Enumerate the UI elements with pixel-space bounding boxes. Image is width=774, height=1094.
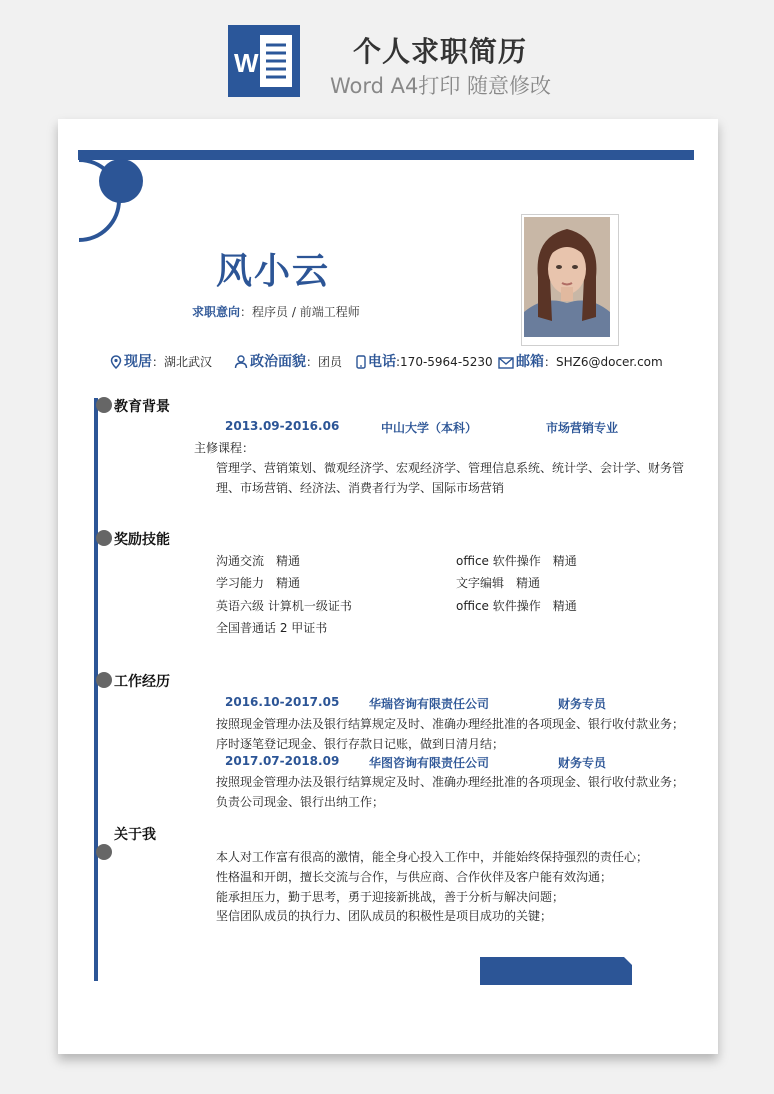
skill-item: 英语六级 计算机一级证书 — [216, 599, 352, 613]
phone-icon — [356, 355, 366, 369]
politics-label: 政治面貌 — [250, 354, 306, 370]
candidate-name: 风小云 — [216, 251, 331, 292]
job-company: 华瑞咨询有限责任公司 — [369, 697, 490, 711]
courses-line-2: 理、市场营销、经济法、消费者行为学、国际市场营销 — [216, 481, 505, 495]
about-line: 坚信团队成员的执行力、团队成员的积极性是项目成功的关键； — [216, 909, 553, 923]
about-line: 性格温和开朗，擅长交流与合作，与供应商、合作伙伴及客户能有效沟通； — [216, 870, 613, 884]
email-label: 邮箱 — [516, 354, 544, 370]
page-subtitle: Word A4打印 随意修改 — [329, 74, 552, 98]
job-position: 财务专员 — [558, 697, 607, 711]
info-phone — [356, 351, 493, 371]
job-period: 2016.10-2017.05 — [225, 695, 340, 709]
skills-title: 奖励技能 — [114, 532, 170, 548]
word-icon-letter: W — [234, 48, 259, 78]
courses-line-1: 管理学、营销策划、微观经济学、宏观经济学、管理信息系统、统计学、会计学、财务管 — [216, 461, 685, 475]
profile-photo — [521, 214, 619, 346]
about-line: 本人对工作富有很高的激情，能全身心投入工作中，并能始终保持强烈的责任心； — [216, 850, 649, 864]
person-icon — [234, 355, 248, 369]
word-icon — [228, 25, 300, 97]
corner-decoration — [58, 119, 158, 259]
education-period: 2013.09-2016.06 — [225, 419, 340, 433]
work-dot — [96, 672, 112, 688]
location-value: ：湖北武汉 — [152, 355, 213, 369]
phone-label: 电话 — [368, 354, 396, 370]
bottom-decoration-bar — [480, 957, 632, 985]
about-dot — [96, 844, 112, 860]
skills-dot — [96, 530, 112, 546]
skill-item: office 软件操作 精通 — [456, 599, 577, 613]
about-line: 能承担压力，勤于思考，勇于迎接新挑战，善于分析与解决问题； — [216, 890, 565, 904]
work-title: 工作经历 — [114, 674, 170, 690]
courses-label: 主修课程： — [194, 441, 255, 455]
info-location — [110, 351, 212, 371]
skill-item: 学习能力 精通 — [216, 576, 301, 590]
resume-page — [58, 119, 718, 1054]
skill-item: 文字编辑 精通 — [456, 576, 541, 590]
job-position: 财务专员 — [558, 756, 607, 770]
info-email — [498, 351, 663, 371]
skill-item: 全国普通话 2 甲证书 — [216, 621, 328, 635]
education-title: 教育背景 — [114, 399, 170, 415]
job-duty: 按照现金管理办法及银行结算规定及时、准确办理经批准的各项现金、银行收付款业务； — [216, 717, 685, 731]
about-title: 关于我 — [114, 827, 156, 843]
education-school: 中山大学（本科） — [381, 421, 478, 435]
job-company: 华图咨询有限责任公司 — [369, 756, 490, 770]
email-value: ：SHZ6@docer.com — [544, 355, 663, 369]
info-politics — [234, 351, 342, 371]
job-intent — [192, 303, 360, 320]
job-duty: 负责公司现金、银行出纳工作； — [216, 795, 385, 809]
location-pin-icon — [110, 355, 122, 369]
phone-value: :170-5964-5230 — [396, 355, 493, 369]
job-intent-value: ：程序员 / 前端工程师 — [240, 305, 360, 319]
top-bar — [78, 150, 694, 160]
location-label: 现居 — [124, 354, 152, 370]
education-major: 市场营销专业 — [546, 421, 619, 435]
skill-item: office 软件操作 精通 — [456, 554, 577, 568]
mail-icon — [498, 357, 514, 369]
education-dot — [96, 397, 112, 413]
page-title: 个人求职简历 — [352, 35, 527, 68]
job-intent-label: 求职意向 — [192, 305, 241, 319]
job-duty: 按照现金管理办法及银行结算规定及时、准确办理经批准的各项现金、银行收付款业务； — [216, 775, 685, 789]
skill-item: 沟通交流 精通 — [216, 554, 301, 568]
politics-value: ：团员 — [306, 355, 343, 369]
header — [0, 0, 774, 112]
job-period: 2017.07-2018.09 — [225, 754, 340, 768]
job-duty: 序时逐笔登记现金、银行存款日记账，做到日清月结； — [216, 737, 505, 751]
timeline-line — [94, 398, 98, 981]
